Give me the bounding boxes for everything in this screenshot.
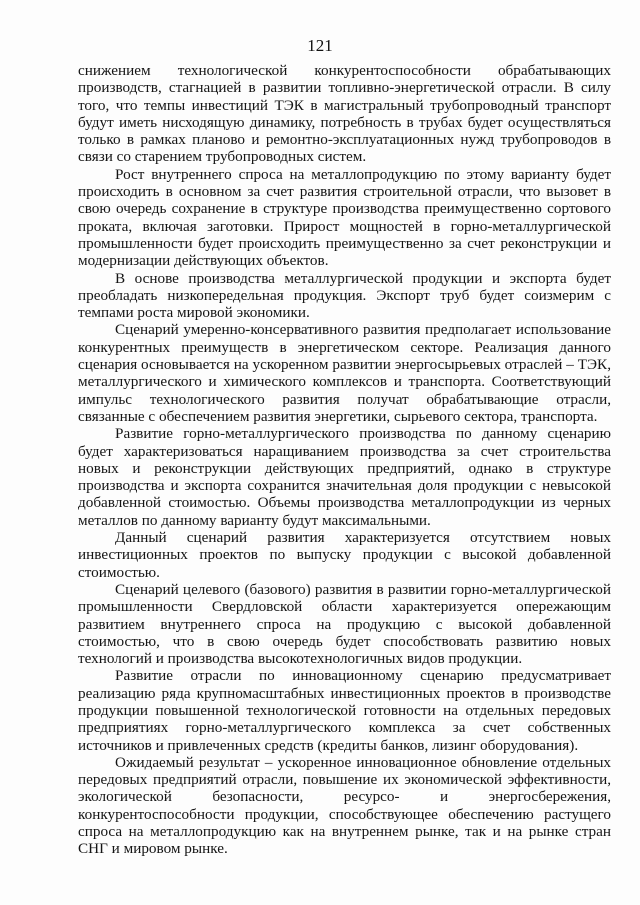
paragraph: Сценарий целевого (базового) развития в развитии горно-металлургической промышленности Свердловской области характеризуется опережающим развитием внутреннего спроса на продукцию с высокой добавленной стоимостью, что в свою очередь будет способствовать развитию новых технологий и производства высокотехнологичных видов продукции. xyxy=(78,580,611,668)
paragraph: Развитие отрасли по инновационному сценарию предусматривает реализацию ряда крупномасштабных инвестиционных проектов в производстве продукции повышенной технологической готовности на отдельных передовых предприятиях горно-металлургического комплекса за счет собственных источников и привлеченных средств (кредиты банков, лизинг оборудования). xyxy=(78,667,611,754)
paragraph: Рост внутреннего спроса на металлопродукцию по этому варианту будет происходить в основном за счет развития строительной отрасли, что вызовет в свою очередь сохранение в структуре производства преимущественно сортового проката, включая заготовки. Прирост мощностей в горно-металлургической промышленности будет происходить преимущественно за счет реконструкции и модернизации действующих объектов. xyxy=(78,165,611,270)
paragraph: снижением технологической конкурентоспособности обрабатывающих производств, стагнацией в развитии топливно-энергетической отрасли. В силу того, что темпы инвестиций ТЭК в магистральный трубопроводный транспорт будут иметь нисходящую динамику, потребность в трубах будет осуществляться только в рамках планово и ремонтно-эксплуатационных нужд трубопроводов в связи со старением трубопроводных систем. xyxy=(78,62,611,166)
paragraph: Данный сценарий развития характеризуется отсутствием новых инвестиционных проектов по выпуску продукции с высокой добавленной стоимостью. xyxy=(78,529,611,581)
paragraph: В основе производства металлургической продукции и экспорта будет преобладать низкопередельная продукция. Экспорт труб будет соизмерим с темпами роста мировой экономики. xyxy=(78,269,611,322)
paragraph: Ожидаемый результат – ускоренное инновационное обновление отдельных передовых предприятий отрасли, повышение их экономической эффективности, экологической безопасности, ресурсо- и энергосбережения, конкурентоспособности продукции, способствующее обеспечению растущего спроса на металлопродукцию как на внутреннем рынке, так и на рынке стран СНГ и мировом рынке. xyxy=(78,753,611,858)
page-number: 121 xyxy=(307,36,333,55)
body-text xyxy=(78,62,611,858)
paragraph: Развитие горно-металлургического производства по данному сценарию будет характеризоваться наращиванием производства за счет строительства новых и реконструкции действующих предприятий, однако в структуре производства и экспорта сохранится значительная доля продукции с невысокой добавленной стоимостью. Объемы производства металлопродукции из черных металлов по данному варианту будут максимальными. xyxy=(78,425,611,529)
paragraph: Сценарий умеренно-консервативного развития предполагает использование конкурентных преимуществ в энергетическом секторе. Реализация данного сценария основывается на ускоренном развитии энергосырьевых отраслей – ТЭК, металлургического и химического комплексов и транспорта. Соответствующий импульс технологического развития получат обрабатывающие отрасли, связанные с обеспечением развития энергетики, сырьевого сектора, транспорта. xyxy=(78,321,611,425)
